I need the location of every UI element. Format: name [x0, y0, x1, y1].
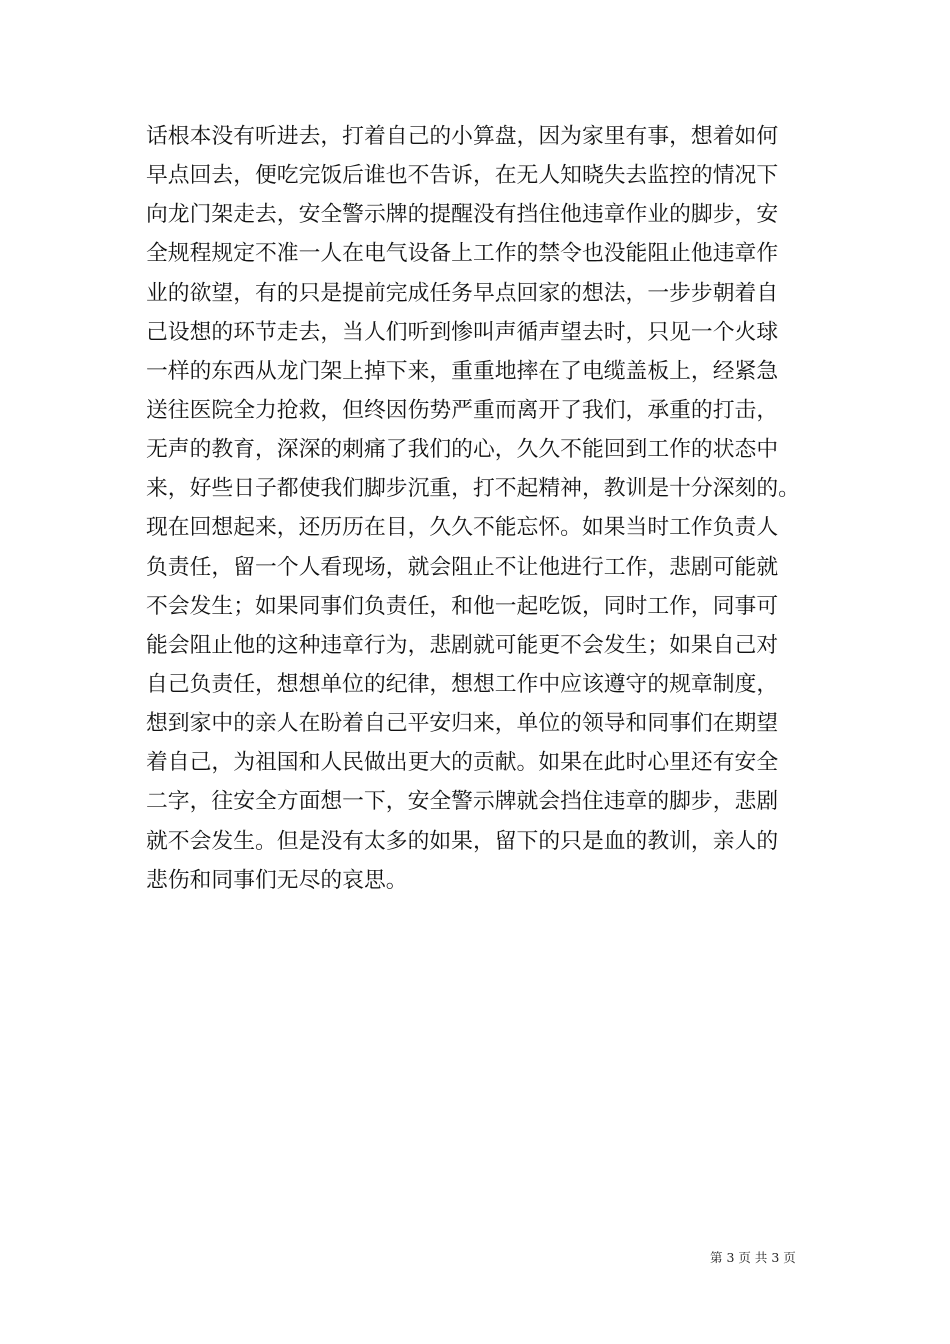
text-line: 能会阻止他的这种违章行为，悲剧就可能更不会发生；如果自己对 [146, 632, 779, 658]
text-line: 己设想的环节走去，当人们听到惨叫声循声望去时，只见一个火球 [146, 319, 779, 345]
text-line: 不会发生；如果同事们负责任，和他一起吃饭，同时工作，同事可 [146, 593, 779, 619]
text-line: 无声的教育，深深的刺痛了我们的心，久久不能回到工作的状态中 [146, 437, 779, 463]
text-line: 早点回去，便吃完饭后谁也不告诉，在无人知晓失去监控的情况下 [146, 163, 779, 189]
text-line: 现在回想起来，还历历在目，久久不能忘怀。如果当时工作负责人 [146, 515, 779, 541]
text-line: 全规程规定不准一人在电气设备上工作的禁令也没能阻止他违章作 [146, 241, 779, 267]
text-line: 自己负责任，想想单位的纪律，想想工作中应该遵守的规章制度， [146, 671, 779, 697]
text-line: 向龙门架走去，安全警示牌的提醒没有挡住他违章作业的脚步，安 [146, 202, 779, 228]
text-line: 话根本没有听进去，打着自己的小算盘，因为家里有事，想着如何 [146, 124, 779, 149]
page-number: 第 3 页 共 3 页 [710, 1250, 796, 1265]
text-line: 送往医院全力抢救，但终因伤势严重而离开了我们，承重的打击， [146, 397, 779, 423]
text-line: 二字，往安全方面想一下，安全警示牌就会挡住违章的脚步，悲剧 [146, 789, 779, 815]
text-line: 一样的东西从龙门架上掉下来，重重地摔在了电缆盖板上，经紧急 [146, 358, 779, 384]
body-text [146, 117, 826, 900]
text-line: 想到家中的亲人在盼着自己平安归来，单位的领导和同事们在期望 [146, 711, 779, 737]
text-line: 来，好些日子都使我们脚步沉重，打不起精神，教训是十分深刻的。 [146, 476, 800, 502]
text-line: 着自己，为祖国和人民做出更大的贡献。如果在此时心里还有安全 [146, 750, 779, 776]
text-line: 业的欲望，有的只是提前完成任务早点回家的想法，一步步朝着自 [146, 280, 779, 306]
text-line: 悲伤和同事们无尽的哀思。 [146, 867, 408, 893]
text-line: 就不会发生。但是没有太多的如果，留下的只是血的教训，亲人的 [146, 828, 779, 854]
text-line: 负责任，留一个人看现场，就会阻止不让他进行工作，悲剧可能就 [146, 554, 779, 580]
